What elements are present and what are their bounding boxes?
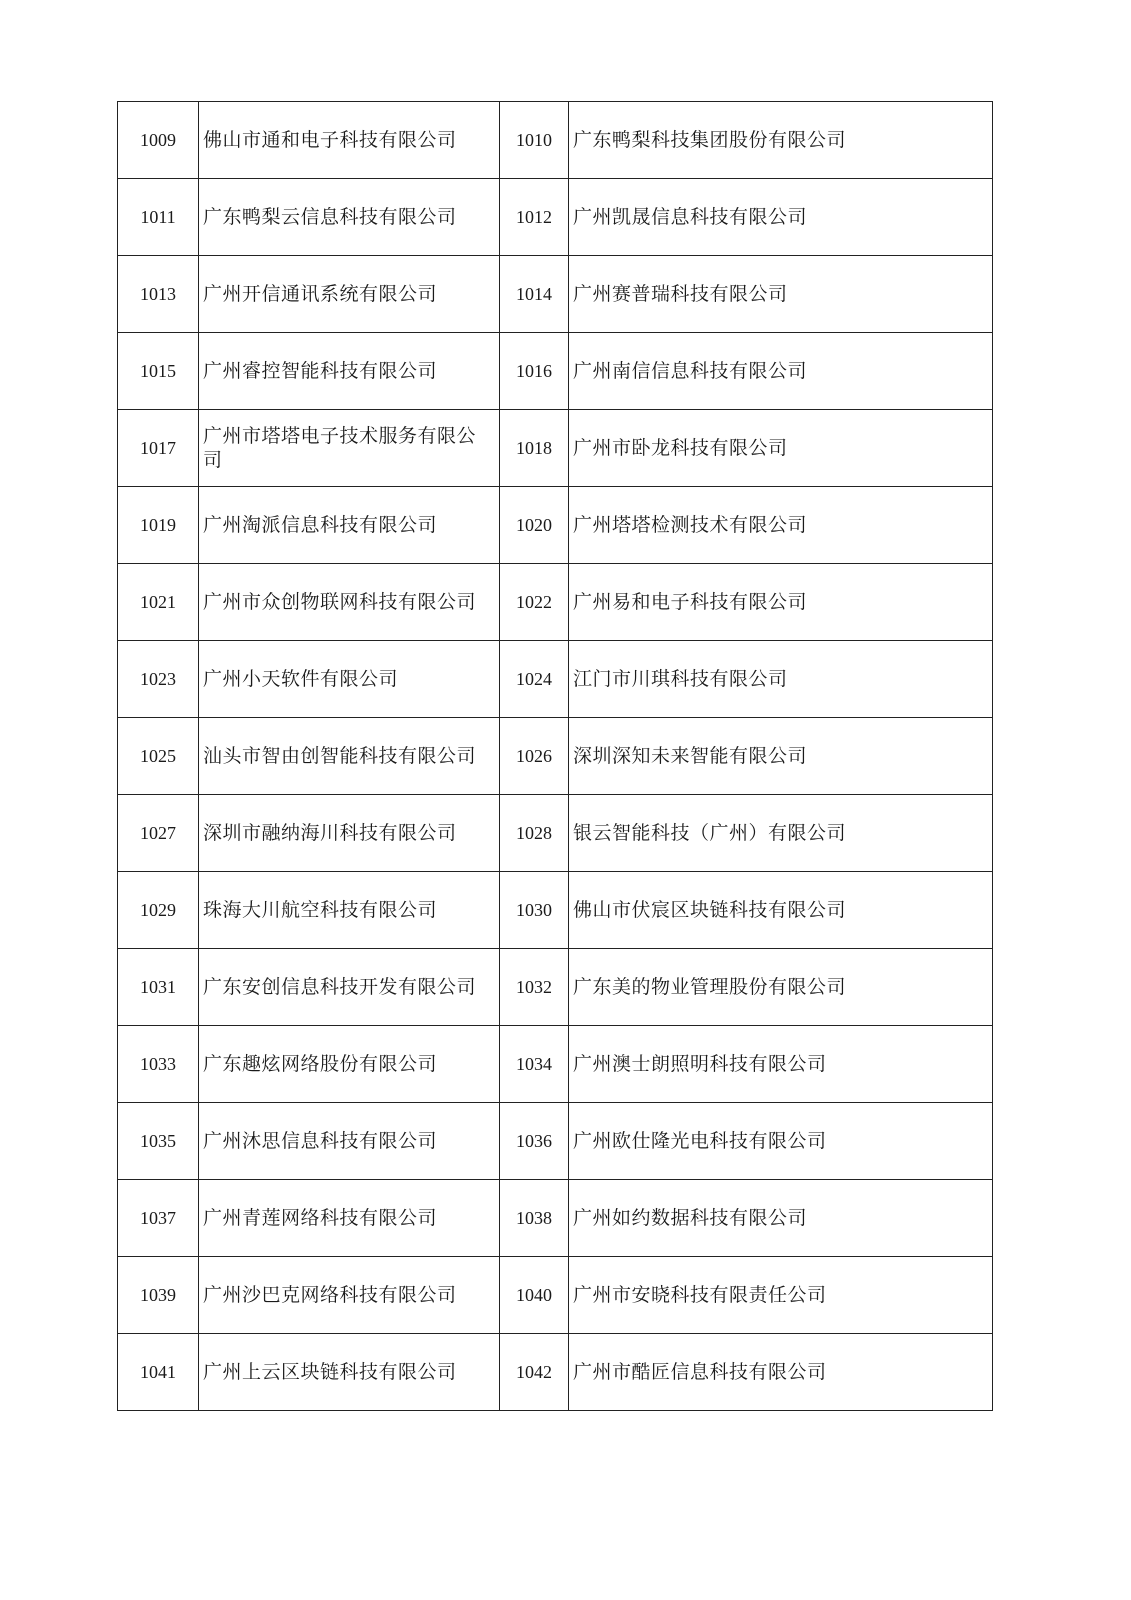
- right-company-name: 广东鸭梨科技集团股份有限公司: [569, 102, 993, 179]
- right-entry-number: 1034: [500, 1026, 569, 1103]
- left-entry-number: 1015: [118, 333, 199, 410]
- left-entry-number: 1021: [118, 564, 199, 641]
- left-company-name: 广东鸭梨云信息科技有限公司: [199, 179, 500, 256]
- right-entry-number: 1038: [500, 1180, 569, 1257]
- left-company-name: 汕头市智由创智能科技有限公司: [199, 718, 500, 795]
- right-company-name: 广州塔塔检测技术有限公司: [569, 487, 993, 564]
- right-company-name: 广州凯晟信息科技有限公司: [569, 179, 993, 256]
- left-entry-number: 1037: [118, 1180, 199, 1257]
- left-entry-number: 1035: [118, 1103, 199, 1180]
- left-entry-number: 1023: [118, 641, 199, 718]
- left-entry-number: 1041: [118, 1334, 199, 1411]
- right-company-name: 广州赛普瑞科技有限公司: [569, 256, 993, 333]
- left-company-name: 珠海大川航空科技有限公司: [199, 872, 500, 949]
- left-company-name: 广州市众创物联网科技有限公司: [199, 564, 500, 641]
- table-row: [118, 256, 993, 333]
- table-row: [118, 487, 993, 564]
- table-row: [118, 410, 993, 487]
- right-company-name: 银云智能科技（广州）有限公司: [569, 795, 993, 872]
- right-company-name: 佛山市伏宸区块链科技有限公司: [569, 872, 993, 949]
- right-company-name: 广州欧仕隆光电科技有限公司: [569, 1103, 993, 1180]
- right-entry-number: 1018: [500, 410, 569, 487]
- left-company-name: 广州市塔塔电子技术服务有限公司: [199, 410, 500, 487]
- right-company-name: 广州澳士朗照明科技有限公司: [569, 1026, 993, 1103]
- left-entry-number: 1019: [118, 487, 199, 564]
- right-company-name: 广州市酷匠信息科技有限公司: [569, 1334, 993, 1411]
- left-company-name: 广州上云区块链科技有限公司: [199, 1334, 500, 1411]
- left-entry-number: 1027: [118, 795, 199, 872]
- table-row: [118, 1180, 993, 1257]
- right-company-name: 广州易和电子科技有限公司: [569, 564, 993, 641]
- right-company-name: 广州市安晓科技有限责任公司: [569, 1257, 993, 1334]
- right-company-name: 广州如约数据科技有限公司: [569, 1180, 993, 1257]
- right-entry-number: 1036: [500, 1103, 569, 1180]
- left-entry-number: 1013: [118, 256, 199, 333]
- left-company-name: 广州开信通讯系统有限公司: [199, 256, 500, 333]
- right-entry-number: 1024: [500, 641, 569, 718]
- left-company-name: 广州淘派信息科技有限公司: [199, 487, 500, 564]
- company-list-table: [117, 101, 993, 1411]
- right-entry-number: 1032: [500, 949, 569, 1026]
- table-row: [118, 641, 993, 718]
- left-entry-number: 1011: [118, 179, 199, 256]
- table-row: [118, 718, 993, 795]
- left-entry-number: 1025: [118, 718, 199, 795]
- right-entry-number: 1010: [500, 102, 569, 179]
- right-entry-number: 1028: [500, 795, 569, 872]
- right-entry-number: 1040: [500, 1257, 569, 1334]
- right-company-name: 深圳深知未来智能有限公司: [569, 718, 993, 795]
- table-row: [118, 949, 993, 1026]
- right-entry-number: 1020: [500, 487, 569, 564]
- right-entry-number: 1022: [500, 564, 569, 641]
- left-company-name: 深圳市融纳海川科技有限公司: [199, 795, 500, 872]
- table-row: [118, 872, 993, 949]
- table-row: [118, 102, 993, 179]
- left-entry-number: 1029: [118, 872, 199, 949]
- left-entry-number: 1017: [118, 410, 199, 487]
- right-company-name: 广东美的物业管理股份有限公司: [569, 949, 993, 1026]
- right-company-name: 广州市卧龙科技有限公司: [569, 410, 993, 487]
- left-company-name: 广州沙巴克网络科技有限公司: [199, 1257, 500, 1334]
- table-body: [118, 102, 993, 1411]
- left-entry-number: 1033: [118, 1026, 199, 1103]
- table-row: [118, 333, 993, 410]
- table-row: [118, 1026, 993, 1103]
- right-entry-number: 1012: [500, 179, 569, 256]
- table-row: [118, 179, 993, 256]
- left-company-name: 广东安创信息科技开发有限公司: [199, 949, 500, 1026]
- right-entry-number: 1016: [500, 333, 569, 410]
- left-entry-number: 1031: [118, 949, 199, 1026]
- table-row: [118, 564, 993, 641]
- right-company-name: 江门市川琪科技有限公司: [569, 641, 993, 718]
- left-company-name: 广州青莲网络科技有限公司: [199, 1180, 500, 1257]
- left-entry-number: 1009: [118, 102, 199, 179]
- table-row: [118, 795, 993, 872]
- left-company-name: 广东趣炫网络股份有限公司: [199, 1026, 500, 1103]
- left-company-name: 佛山市通和电子科技有限公司: [199, 102, 500, 179]
- table-row: [118, 1334, 993, 1411]
- table-row: [118, 1257, 993, 1334]
- left-company-name: 广州睿控智能科技有限公司: [199, 333, 500, 410]
- left-company-name: 广州小天软件有限公司: [199, 641, 500, 718]
- table-row: [118, 1103, 993, 1180]
- left-entry-number: 1039: [118, 1257, 199, 1334]
- right-company-name: 广州南信信息科技有限公司: [569, 333, 993, 410]
- right-entry-number: 1026: [500, 718, 569, 795]
- left-company-name: 广州沐思信息科技有限公司: [199, 1103, 500, 1180]
- right-entry-number: 1042: [500, 1334, 569, 1411]
- right-entry-number: 1030: [500, 872, 569, 949]
- right-entry-number: 1014: [500, 256, 569, 333]
